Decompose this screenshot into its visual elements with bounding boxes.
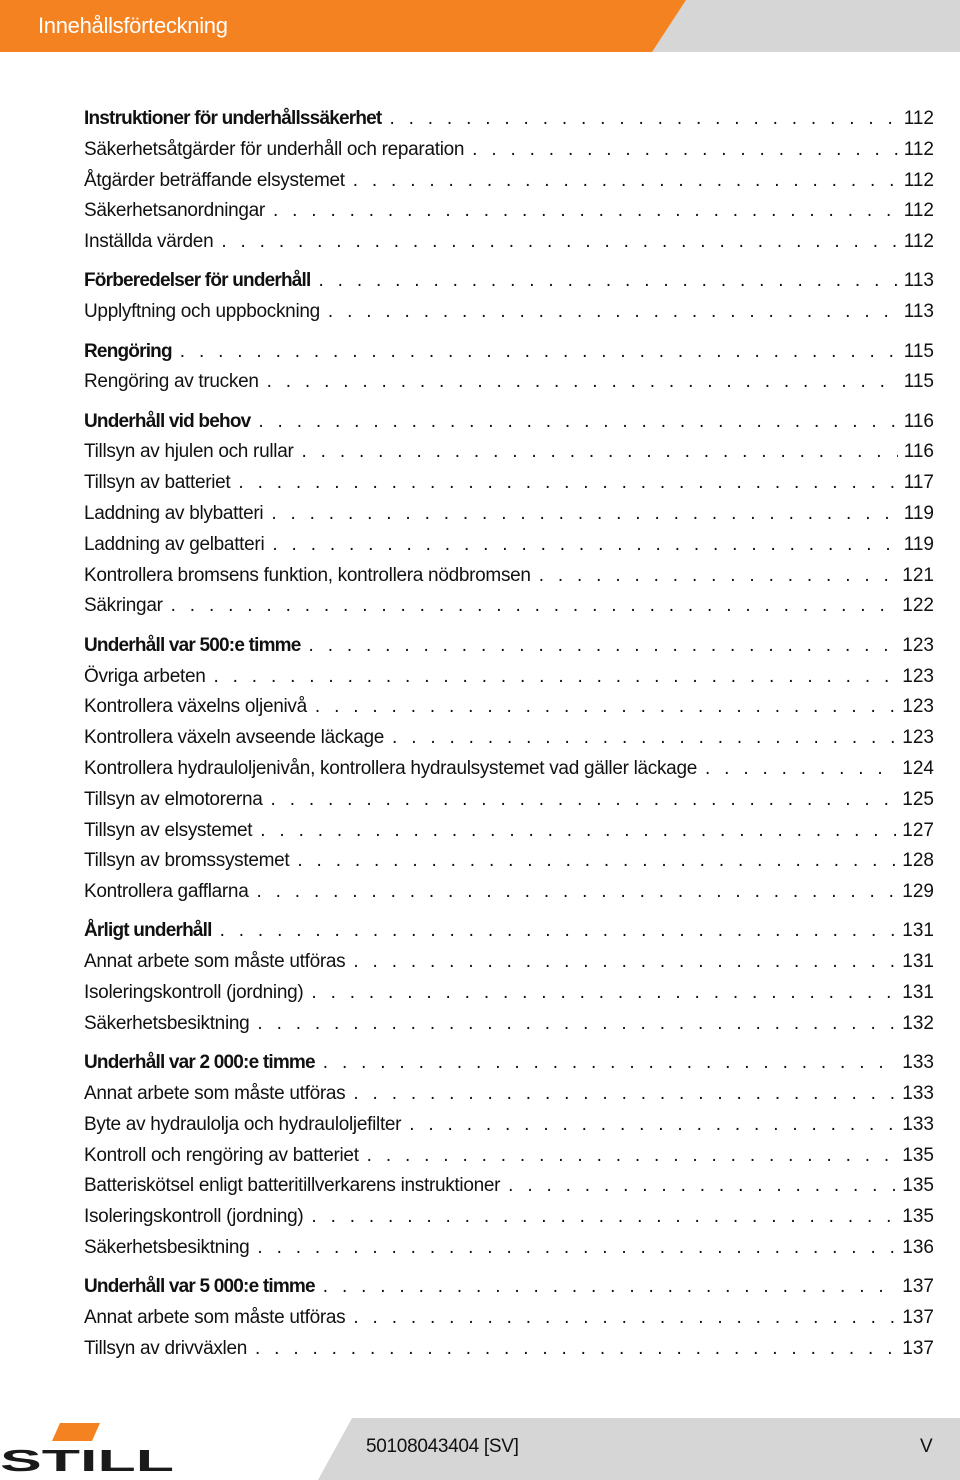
toc-entry-title: Underhåll var 5 000:e timme [84, 1276, 315, 1298]
toc-entry[interactable] [84, 135, 934, 166]
dot-leader [272, 530, 897, 561]
toc-page-number: 123 [902, 634, 934, 656]
logo-text: STILL [0, 1443, 174, 1473]
dot-leader [257, 1009, 896, 1040]
dot-leader [267, 367, 898, 398]
toc-entry-title: Rengöring [84, 340, 172, 362]
toc-page-number: 119 [903, 503, 934, 525]
toc-entry-title: Underhåll var 500:e timme [84, 634, 301, 656]
toc-entry-title: Inställda värden [84, 231, 214, 253]
toc-page-number: 137 [902, 1276, 934, 1298]
toc-entry[interactable] [84, 227, 934, 258]
toc-heading[interactable] [84, 916, 934, 947]
toc-page-number: 116 [903, 441, 934, 463]
toc-entry[interactable] [84, 591, 934, 622]
dot-leader [255, 1334, 896, 1365]
toc-heading[interactable] [84, 631, 934, 662]
toc-entry-title: Annat arbete som måste utföras [84, 951, 346, 973]
toc-entry[interactable] [84, 662, 934, 693]
toc-page-number: 123 [902, 665, 934, 687]
toc-entry-title: Övriga arbeten [84, 665, 206, 687]
toc-page-number: 131 [902, 920, 934, 942]
page-title: Innehållsförteckning [38, 13, 228, 38]
dot-leader [353, 166, 898, 197]
toc-page-number: 112 [903, 231, 934, 253]
dot-leader [539, 561, 897, 592]
toc-entry-title: Kontrollera växelns oljenivå [84, 696, 307, 718]
toc-entry-title: Kontrollera bromsens funktion, kontrollera nödbromsen [84, 564, 531, 586]
dot-leader [171, 591, 897, 622]
toc-page-number: 133 [902, 1082, 934, 1104]
toc-entry-title: Säkerhetsbesiktning [84, 1012, 250, 1034]
toc-entry[interactable] [84, 1009, 934, 1040]
toc-entry[interactable] [84, 367, 934, 398]
toc-entry[interactable] [84, 166, 934, 197]
dot-leader [319, 266, 898, 297]
toc-entry[interactable] [84, 785, 934, 816]
dot-leader [311, 978, 896, 1009]
toc-entry[interactable] [84, 196, 934, 227]
dot-leader [392, 723, 896, 754]
toc-page-number: 135 [902, 1175, 934, 1197]
toc-entry-title: Tillsyn av batteriet [84, 472, 231, 494]
still-logo [0, 1421, 180, 1473]
toc-entry[interactable] [84, 877, 934, 908]
dot-leader [271, 499, 897, 530]
toc-entry-title: Årligt underhåll [84, 920, 212, 942]
toc-entry-title: Tillsyn av bromssystemet [84, 850, 290, 872]
dot-leader [297, 846, 896, 877]
dot-leader [328, 297, 898, 328]
toc-entry[interactable] [84, 437, 934, 468]
dot-leader [256, 877, 896, 908]
page-header [0, 0, 960, 52]
dot-leader [309, 631, 897, 662]
toc-entry-title: Upplyftning och uppbockning [84, 301, 320, 323]
dot-leader [389, 104, 897, 135]
toc-entry-title: Instruktioner för underhållssäkerhet [84, 108, 382, 129]
dot-leader [323, 1048, 897, 1079]
toc-entry-title: Kontrollera växeln avseende läckage [84, 727, 385, 749]
toc-entry[interactable] [84, 1233, 934, 1264]
toc-entry-title: Byte av hydraulolja och hydrauloljefilter [84, 1113, 402, 1135]
toc-page-number: 117 [903, 472, 934, 494]
dot-leader [260, 816, 896, 847]
toc-entry-title: Tillsyn av hjulen och rullar [84, 441, 294, 463]
toc-entry-title: Säkringar [84, 595, 163, 617]
toc-entry[interactable] [84, 530, 934, 561]
dot-leader [238, 468, 897, 499]
toc-entry-title: Laddning av gelbatteri [84, 533, 265, 555]
toc-entry[interactable] [84, 1171, 934, 1202]
toc-entry-title: Säkerhetsbesiktning [84, 1236, 250, 1258]
dot-leader [271, 785, 897, 816]
toc-entry[interactable] [84, 468, 934, 499]
toc-entry-title: Annat arbete som måste utföras [84, 1082, 346, 1104]
dot-leader [180, 337, 898, 368]
toc-page-number: 115 [903, 371, 934, 393]
toc-entry[interactable] [84, 723, 934, 754]
toc-page-number: 137 [902, 1337, 934, 1359]
toc-page-number: 122 [902, 595, 934, 617]
toc-page-number: 135 [902, 1144, 934, 1166]
toc-entry-title: Rengöring av trucken [84, 371, 259, 393]
toc-page-number: 123 [902, 727, 934, 749]
toc-entry-title: Tillsyn av elmotorerna [84, 788, 263, 810]
dot-leader [302, 437, 898, 468]
dot-leader [315, 692, 896, 723]
toc-page-number: 136 [902, 1236, 934, 1258]
dot-leader [353, 947, 896, 978]
dot-leader [273, 196, 898, 227]
toc-heading[interactable] [84, 266, 934, 297]
dot-leader [311, 1202, 896, 1233]
toc-entry-title: Laddning av blybatteri [84, 503, 264, 525]
toc-page-number: 113 [903, 301, 934, 323]
dot-leader [367, 1141, 897, 1172]
toc-entry-title: Tillsyn av elsystemet [84, 819, 253, 841]
toc-page-number: 112 [903, 169, 934, 191]
toc-page-number: 115 [903, 340, 934, 362]
toc-entry-title: Kontrollera gafflarna [84, 881, 249, 903]
toc-page-number: 112 [903, 138, 934, 160]
toc-entry-title: Säkerhetsåtgärder för underhåll och reparation [84, 138, 465, 160]
toc-entry-title: Kontrollera hydrauloljenivån, kontrollera hydraulsystemet vad gäller läckage [84, 757, 697, 779]
toc-page-number: 127 [902, 819, 934, 841]
toc-entry[interactable] [84, 1303, 934, 1334]
toc-entry[interactable] [84, 1141, 934, 1172]
toc-entry[interactable] [84, 297, 934, 328]
toc-entry[interactable] [84, 978, 934, 1009]
page-number: V [920, 1436, 933, 1457]
toc-page-number: 112 [903, 108, 934, 129]
dot-leader [258, 407, 897, 438]
toc-entry[interactable] [84, 1079, 934, 1110]
toc-page-number: 133 [902, 1113, 934, 1135]
toc-page-number: 128 [902, 850, 934, 872]
toc-page-number: 112 [903, 200, 934, 222]
dot-leader [213, 662, 896, 693]
toc-entry-title: Underhåll var 2 000:e timme [84, 1052, 315, 1074]
toc-page-number: 121 [902, 564, 934, 586]
toc-heading[interactable] [84, 337, 934, 368]
toc-entry-title: Kontroll och rengöring av batteriet [84, 1144, 359, 1166]
toc-page-number: 113 [903, 270, 934, 292]
toc-entry-title: Tillsyn av drivväxlen [84, 1337, 247, 1359]
toc-entry[interactable] [84, 754, 934, 785]
toc-entry[interactable] [84, 561, 934, 592]
toc-heading[interactable] [84, 104, 934, 135]
toc-entry[interactable] [84, 692, 934, 723]
toc-heading[interactable] [84, 407, 934, 438]
toc-page-number: 129 [902, 881, 934, 903]
dot-leader [257, 1233, 896, 1264]
dot-leader [508, 1171, 896, 1202]
dot-leader [221, 227, 897, 258]
table-of-contents [84, 104, 934, 1365]
toc-page-number: 116 [903, 410, 934, 432]
toc-page-number: 131 [902, 982, 934, 1004]
toc-entry[interactable] [84, 1110, 934, 1141]
toc-entry-title: Isoleringskontroll (jordning) [84, 982, 304, 1004]
toc-entry[interactable] [84, 816, 934, 847]
toc-entry-title: Isoleringskontroll (jordning) [84, 1206, 304, 1228]
dot-leader [472, 135, 898, 166]
document-number: 50108043404 [SV] [366, 1436, 519, 1457]
toc-heading[interactable] [84, 1048, 934, 1079]
toc-page-number: 135 [902, 1206, 934, 1228]
toc-entry-title: Batteriskötsel enligt batteritillverkarens instruktioner [84, 1175, 501, 1197]
toc-page-number: 133 [902, 1052, 934, 1074]
toc-entry[interactable] [84, 1202, 934, 1233]
toc-heading[interactable] [84, 1272, 934, 1303]
toc-entry-title: Underhåll vid behov [84, 410, 251, 432]
toc-entry-title: Annat arbete som måste utföras [84, 1306, 346, 1328]
toc-page-number: 125 [902, 788, 934, 810]
toc-entry[interactable] [84, 1334, 934, 1365]
toc-page-number: 119 [903, 533, 934, 555]
toc-page-number: 132 [902, 1012, 934, 1034]
dot-leader [220, 916, 897, 947]
toc-page-number: 123 [902, 696, 934, 718]
toc-page-number: 124 [902, 757, 934, 779]
dot-leader [705, 754, 896, 785]
dot-leader [323, 1272, 897, 1303]
toc-entry-title: Säkerhetsanordningar [84, 200, 265, 222]
dot-leader [409, 1110, 896, 1141]
toc-entry[interactable] [84, 499, 934, 530]
dot-leader [353, 1303, 896, 1334]
toc-page-number: 131 [902, 951, 934, 973]
toc-entry[interactable] [84, 947, 934, 978]
dot-leader [353, 1079, 896, 1110]
toc-page-number: 137 [902, 1306, 934, 1328]
toc-entry[interactable] [84, 846, 934, 877]
toc-entry-title: Åtgärder beträffande elsystemet [84, 169, 345, 191]
toc-entry-title: Förberedelser för underhåll [84, 270, 311, 292]
